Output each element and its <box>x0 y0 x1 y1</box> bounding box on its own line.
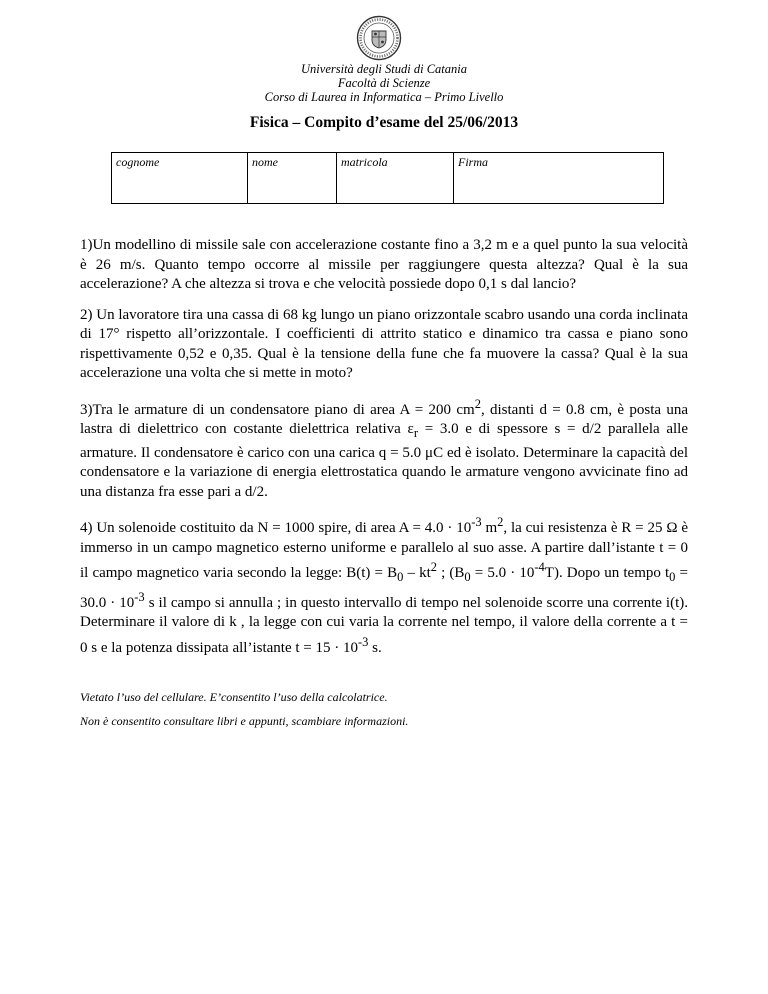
problem-3: 3)Tra le armature di un condensatore piano di area A = 200 $cm^2$, distanti d = 0.8 cm, è posta una lastra di dielettrico con costante dielettrica relativa $\varepsilon_r = 3.0$ e di spessore s = d/2 parallela alle armature. Il condensatore è carico con una carica q = 5.0 μC ed è isolato. Determinare la capacità del condensatore e la variazione di energia elettrostatica quando le armature vengono avvicinate fino ad una distanza fra esse pari a d/2. <box>80 396 688 500</box>
university-name: Università degli Studi di Catania <box>301 62 467 76</box>
exam-rules <box>80 690 688 738</box>
problem-4: 4) Un solenoide costituito da N = 1000 spire, di area $A = 4.0 \cdot 10^{-3}$ $m^2$, la cui resistenza è R = 25 Ω è immerso in un campo magnetico esterno uniforme e parallelo al suo asse. A partire dall’istante t = 0 il campo magnetico varia secondo la legge: $B(t) = B_0 - kt^2$ ; $(B_0 = 5.0 \cdot 10^{-4}T)$. Dopo un tempo $t_0 = 30.0 \cdot 10^{-3}$ s il campo si annulla ; in questo intervallo di tempo nel solenoide scorre una corrente i(t). Determinare il valore di k , la legge con cui varia la corrente nel tempo, il valore della corrente a t = 0 s e la potenza dissipata all’istante $t = 15 \cdot 10^{-3}$ s. <box>80 515 688 656</box>
student-info-table <box>111 152 664 204</box>
name-field[interactable]: nome <box>248 153 337 204</box>
exam-title: Fisica – Compito d’esame del 25/06/2013 <box>249 114 519 131</box>
problems <box>80 236 688 669</box>
faculty-name: Facoltà di Scienze <box>337 76 431 90</box>
surname-field[interactable]: cognome <box>112 153 248 204</box>
student-id-field[interactable]: matricola <box>337 153 454 204</box>
problem-2: 2) Un lavoratore tira una cassa di 68 kg lungo un piano orizzontale scabro usando una corda inclinata di 17° rispetto all’orizzontale. I coefficienti di attrito statico e dinamico tra cassa e piano sono rispettivamente 0,52 e 0,35. Qual è la tensione della fune che fa muovere la cassa? Qual è la sua accelerazione una volta che si mette in moto? <box>80 306 688 381</box>
problem-1: 1)Un modellino di missile sale con accelerazione costante fino a 3,2 m e a quel punto la sua velocità è 26 m/s. Quanto tempo occorre al missile per raggiungere questa altezza? Qual è la sua accelerazione? A che altezza si trova e che velocità possiede dopo 0,1 s dal lancio? <box>80 237 688 292</box>
header <box>0 62 768 104</box>
signature-field[interactable]: Firma <box>454 153 664 204</box>
rule-phone: Vietato l’uso del cellulare. E’consentito l’uso della calcolatrice. <box>80 690 388 704</box>
rule-books: Non è consentito consultare libri e appunti, scambiare informazioni. <box>80 714 409 728</box>
course-name: Corso di Laurea in Informatica – Primo Livello <box>264 90 504 104</box>
university-seal-logo <box>356 15 402 61</box>
